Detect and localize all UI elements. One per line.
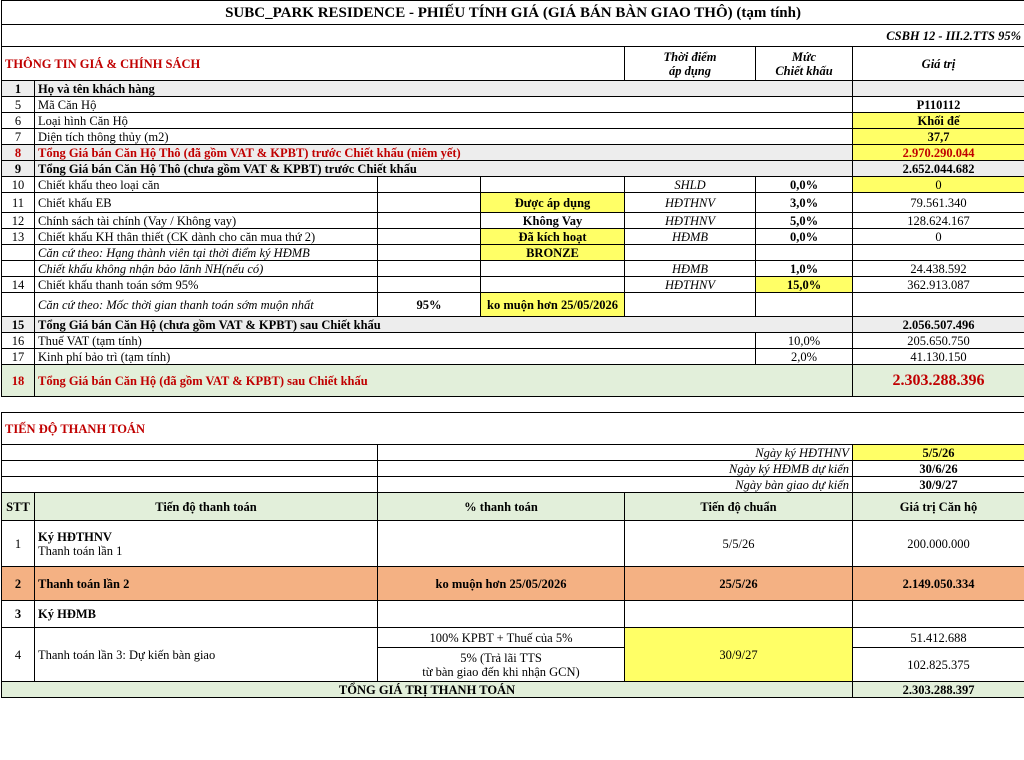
table-cell: 5/5/26: [625, 521, 853, 567]
table-cell: 79.561.340: [853, 193, 1024, 213]
empty-cell: [378, 521, 625, 567]
table-cell: Tổng Giá bán Căn Hộ Thô (chưa gồm VAT & KPBT) trước Chiết khấu: [35, 161, 853, 177]
table-cell: HĐTHNV: [625, 213, 756, 229]
table-cell: ko muộn hơn 25/05/2026: [378, 567, 625, 601]
empty-cell: [378, 177, 481, 193]
table-cell: Khối đế: [853, 113, 1024, 129]
table-cell: Chiết khấu theo loại căn: [35, 177, 378, 193]
table-cell: Chiết khấu không nhận bảo lãnh NH(nếu có): [35, 261, 378, 277]
table-cell: 100% KPBT + Thuế của 5%: [378, 628, 625, 648]
table-row: [2, 81, 1024, 97]
table-row: [2, 113, 1024, 129]
table-row: [2, 245, 1024, 261]
cell-text: Chiết khấu: [775, 63, 833, 78]
table-cell: Tổng Giá bán Căn Hộ (chưa gồm VAT & KPBT) sau Chiết khấu: [35, 317, 853, 333]
table-cell: 51.412.688: [853, 628, 1024, 648]
empty-cell: [378, 213, 481, 229]
table-cell: 15,0%: [756, 277, 853, 293]
table-cell: 0,0%: [756, 177, 853, 193]
empty-cell: [853, 601, 1024, 628]
table-cell: 1,0%: [756, 261, 853, 277]
empty-cell: [35, 521, 378, 567]
payment-row: [2, 521, 1024, 567]
table-cell: Tiến độ chuẩn: [625, 493, 853, 521]
cell-text: Mức: [791, 49, 817, 64]
table-cell: 2.303.288.397: [853, 682, 1024, 698]
table-cell: SHLD: [625, 177, 756, 193]
table-cell: Họ và tên khách hàng: [35, 81, 853, 97]
policy-code: CSBH 12 - III.2.TTS 95%: [2, 25, 1024, 47]
table-cell: 11: [2, 193, 35, 213]
table-cell: 2: [2, 567, 35, 601]
price-sheet: [1, 0, 1024, 698]
table-cell: Tổng Giá bán Căn Hộ (đã gồm VAT & KPBT) sau Chiết khấu: [35, 365, 853, 397]
table-cell: % thanh toán: [378, 493, 625, 521]
table-cell: 2.303.288.396: [853, 365, 1024, 397]
empty-cell: [625, 601, 853, 628]
table-cell: TỔNG GIÁ TRỊ THANH TOÁN: [2, 682, 853, 698]
empty-cell: [2, 445, 378, 461]
table-cell: 5/5/26: [853, 445, 1024, 461]
table-cell: 205.650.750: [853, 333, 1024, 349]
table-row: [2, 293, 1024, 317]
empty-cell: [625, 293, 756, 317]
table-cell: 102.825.375: [853, 648, 1024, 682]
table-cell: 3: [2, 601, 35, 628]
table-cell: 128.624.167: [853, 213, 1024, 229]
empty-cell: [378, 261, 481, 277]
table-cell: Tiến độ thanh toán: [35, 493, 378, 521]
table-cell: 4: [2, 628, 35, 682]
empty-cell: [2, 261, 35, 277]
table-row: [2, 333, 1024, 349]
col-header-discount: [756, 47, 853, 81]
table-row: [2, 349, 1024, 365]
table-cell: Tổng Giá bán Căn Hộ Thô (đã gồm VAT & KPBT) trước Chiết khấu (niêm yết): [35, 145, 853, 161]
table-cell: HĐMB: [625, 229, 756, 245]
table-cell: Giá trị Căn hộ: [853, 493, 1024, 521]
table-cell: 30/9/27: [853, 477, 1024, 493]
table-row: [2, 277, 1024, 293]
table-cell: 7: [2, 129, 35, 145]
empty-cell: [2, 461, 378, 477]
table-row: [2, 229, 1024, 245]
table-cell: Chiết khấu KH thân thiết (CK dành cho căn mua thứ 2): [35, 229, 378, 245]
table-cell: HĐTHNV: [625, 193, 756, 213]
table-cell: Không Vay: [481, 213, 625, 229]
table-row: [2, 261, 1024, 277]
table-cell: Được áp dụng: [481, 193, 625, 213]
table-cell: Căn cứ theo: Hạng thành viên tại thời điểm ký HĐMB: [35, 245, 378, 261]
table-cell: 1: [2, 521, 35, 567]
table-cell: 17: [2, 349, 35, 365]
table-cell: 30/6/26: [853, 461, 1024, 477]
table-cell: 0: [853, 177, 1024, 193]
empty-cell: [378, 193, 481, 213]
empty-cell: [756, 293, 853, 317]
table-cell: Chiết khấu EB: [35, 193, 378, 213]
col-header-time: [625, 47, 756, 81]
table-cell: 200.000.000: [853, 521, 1024, 567]
table-cell: 15: [2, 317, 35, 333]
table-cell: Thanh toán lần 2: [35, 567, 378, 601]
table-cell: 10: [2, 177, 35, 193]
cell-text: 5% (Trả lãi TTS: [460, 650, 542, 665]
empty-cell: [481, 177, 625, 193]
table-cell: HĐTHNV: [625, 277, 756, 293]
empty-cell: [378, 277, 481, 293]
page-title: SUBC_PARK RESIDENCE - PHIẾU TÍNH GIÁ (GIÁ BÁN BÀN GIAO THÔ) (tạm tính): [2, 1, 1024, 25]
empty-cell: [853, 81, 1024, 97]
table-cell: 2.149.050.334: [853, 567, 1024, 601]
table-cell: 41.130.150: [853, 349, 1024, 365]
empty-cell: [378, 245, 481, 261]
cell-text: từ bàn giao đến khi nhận GCN): [422, 664, 580, 679]
table-cell: 9: [2, 161, 35, 177]
table-cell: 25/5/26: [625, 567, 853, 601]
empty-cell: [378, 601, 625, 628]
spacer: [2, 397, 1024, 413]
table-row: [2, 213, 1024, 229]
payment-row: [2, 601, 1024, 628]
table-cell: 5: [2, 97, 35, 113]
table-cell: 8: [2, 145, 35, 161]
table-cell: P110112: [853, 97, 1024, 113]
table-cell: Ngày bàn giao dự kiến: [378, 477, 853, 493]
table-cell: Ký HĐMB: [35, 601, 378, 628]
empty-cell: [853, 245, 1024, 261]
table-cell: 10,0%: [756, 333, 853, 349]
table-cell: 16: [2, 333, 35, 349]
table-cell: BRONZE: [481, 245, 625, 261]
table-cell: 13: [2, 229, 35, 245]
empty-cell: [625, 245, 756, 261]
table-cell: Đã kích hoạt: [481, 229, 625, 245]
table-cell: HĐMB: [625, 261, 756, 277]
table-cell: 0: [853, 229, 1024, 245]
table-cell: Thuế VAT (tạm tính): [35, 333, 756, 349]
table-cell: Thanh toán lần 3: Dự kiến bàn giao: [35, 628, 378, 682]
empty-cell: [481, 277, 625, 293]
section-title-payment: TIẾN ĐỘ THANH TOÁN: [2, 413, 1024, 445]
empty-cell: [378, 229, 481, 245]
table-cell: 37,7: [853, 129, 1024, 145]
date-row: [2, 477, 1024, 493]
table-cell: 95%: [378, 293, 481, 317]
table-cell: 6: [2, 113, 35, 129]
table-cell: Kinh phí bảo trì (tạm tính): [35, 349, 756, 365]
empty-cell: [853, 293, 1024, 317]
payment-total-row: [2, 682, 1024, 698]
table-cell: 30/9/27: [625, 628, 853, 682]
table-cell: 3,0%: [756, 193, 853, 213]
empty-cell: [756, 245, 853, 261]
empty-cell: [2, 293, 35, 317]
table-cell: 14: [2, 277, 35, 293]
date-row: [2, 445, 1024, 461]
table-cell: Ngày ký HĐTHNV: [378, 445, 853, 461]
table-cell: 1: [2, 81, 35, 97]
table-row: [2, 177, 1024, 193]
table-row: [2, 97, 1024, 113]
cell-text: Thời điểm: [663, 49, 717, 64]
table-cell: 0,0%: [756, 229, 853, 245]
table-cell: STT: [2, 493, 35, 521]
table-cell: 2.056.507.496: [853, 317, 1024, 333]
table-cell: ko muộn hơn 25/05/2026: [481, 293, 625, 317]
table-row: [2, 129, 1024, 145]
table-row: [2, 193, 1024, 213]
table-cell: Mã Căn Hộ: [35, 97, 853, 113]
empty-cell: [378, 648, 625, 682]
table-row-total-price: [2, 365, 1024, 397]
cell-text: áp dụng: [668, 63, 712, 78]
payment-row: [2, 628, 1024, 648]
table-row: [2, 317, 1024, 333]
table-cell: 2.652.044.682: [853, 161, 1024, 177]
table-cell: 12: [2, 213, 35, 229]
table-row: [2, 145, 1024, 161]
table-cell: 2,0%: [756, 349, 853, 365]
empty-cell: [2, 477, 378, 493]
cell-text: Thanh toán lần 1: [38, 543, 123, 558]
section-title-price: THÔNG TIN GIÁ & CHÍNH SÁCH: [2, 47, 625, 81]
payment-row: [2, 567, 1024, 601]
col-header-value: Giá trị: [853, 47, 1024, 81]
table-cell: Chiết khấu thanh toán sớm 95%: [35, 277, 378, 293]
table-cell: Căn cứ theo: Mốc thời gian thanh toán sớm muộn nhất: [35, 293, 378, 317]
table-cell: 362.913.087: [853, 277, 1024, 293]
table-cell: 24.438.592: [853, 261, 1024, 277]
empty-cell: [2, 245, 35, 261]
cell-text: Ký HĐTHNV: [38, 529, 112, 544]
table-cell: Chính sách tài chính (Vay / Không vay): [35, 213, 378, 229]
table-cell: 2.970.290.044: [853, 145, 1024, 161]
table-cell: Diện tích thông thủy (m2): [35, 129, 853, 145]
table-cell: 18: [2, 365, 35, 397]
table-cell: 5,0%: [756, 213, 853, 229]
table-cell: Loại hình Căn Hộ: [35, 113, 853, 129]
payment-header: [2, 493, 1024, 521]
date-row: [2, 461, 1024, 477]
empty-cell: [481, 261, 625, 277]
table-cell: Ngày ký HĐMB dự kiến: [378, 461, 853, 477]
table-row: [2, 161, 1024, 177]
